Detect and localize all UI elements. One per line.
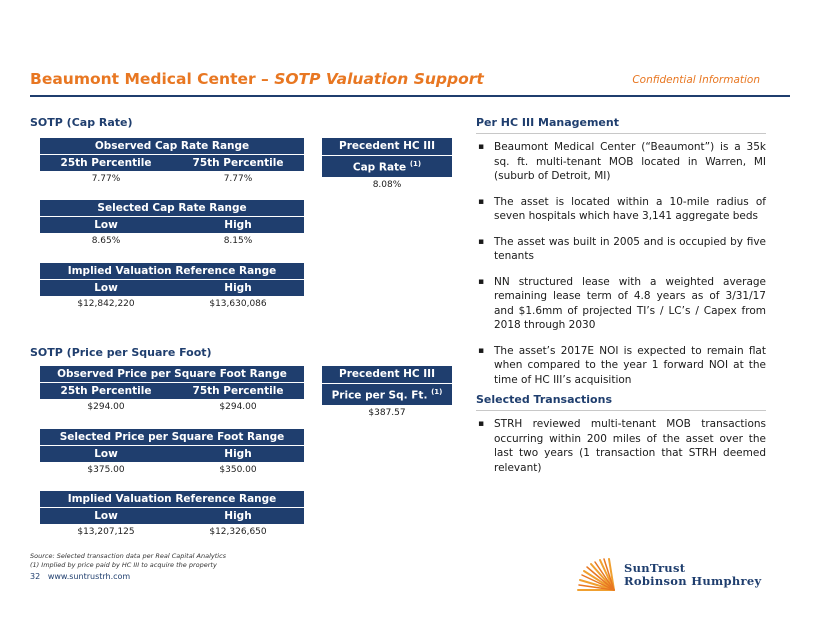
- observed-cap-25th: 7.77%: [91, 174, 121, 184]
- implied-psf-table: [40, 491, 304, 537]
- selected-cap-high: 8.15%: [223, 236, 253, 246]
- selected-psf-high: $350.00: [219, 465, 257, 475]
- precedent-cap-line2: Cap Rate: [352, 161, 407, 174]
- observed-psf-title: Observed Price per Square Foot Range: [40, 366, 304, 382]
- header-rule: [30, 95, 790, 97]
- observed-cap-75th: 7.77%: [223, 174, 253, 184]
- cap-rate-heading: SOTP (Cap Rate): [30, 116, 133, 129]
- col-low: Low: [94, 448, 118, 460]
- footnote-ref: (1): [409, 160, 422, 168]
- col-25th: 25th Percentile: [60, 157, 152, 169]
- implied-psf-low: $13,207,125: [77, 527, 135, 537]
- col-high: High: [224, 448, 252, 460]
- col-high: High: [224, 510, 252, 522]
- psf-heading: SOTP (Price per Square Foot): [30, 346, 212, 359]
- implied-cap-table: [40, 263, 304, 309]
- transactions-bullet-list: [476, 417, 766, 475]
- precedent-cap-line1: Precedent HC III: [322, 138, 452, 156]
- logo-text: [624, 562, 761, 588]
- list-item: ▪ STRH reviewed multi-tenant MOB transactions occurring within 200 miles of the asset over the last two years (1 transaction that STRH deemed relevant): [476, 417, 766, 475]
- mgmt-bullet-list: [476, 140, 766, 387]
- col-low: Low: [94, 219, 118, 231]
- divider: [476, 133, 766, 134]
- page-title: Beaumont Medical Center – SOTP Valuation Support: [30, 70, 484, 88]
- observed-cap-title: Observed Cap Rate Range: [40, 138, 304, 154]
- col-75th: 75th Percentile: [192, 385, 284, 397]
- observed-cap-table: [40, 138, 304, 184]
- right-column: [476, 116, 766, 486]
- precedent-cap-value: 8.08%: [372, 179, 402, 190]
- logo-line-1: SunTrust: [624, 561, 686, 575]
- transactions-heading: Selected Transactions: [476, 393, 612, 406]
- observed-psf-25th: $294.00: [87, 402, 125, 412]
- implied-cap-title: Implied Valuation Reference Range: [40, 263, 304, 279]
- implied-cap-low: $12,842,220: [77, 299, 135, 309]
- col-low: Low: [94, 510, 118, 522]
- precedent-psf-line1: Precedent HC III: [322, 366, 452, 384]
- implied-psf-title: Implied Valuation Reference Range: [40, 491, 304, 507]
- footnotes: [30, 552, 226, 570]
- col-low: Low: [94, 282, 118, 294]
- col-high: High: [224, 219, 252, 231]
- page-number: 32: [30, 572, 41, 581]
- list-item: ▪ The asset is located within a 10-mile radius of seven hospitals which have 3,141 aggregate beds: [476, 195, 766, 224]
- selected-psf-table: [40, 429, 304, 475]
- precedent-psf-box: [322, 366, 452, 418]
- selected-cap-title: Selected Cap Rate Range: [40, 200, 304, 216]
- confidential-label: Confidential Information: [632, 74, 760, 86]
- col-75th: 75th Percentile: [192, 157, 284, 169]
- selected-cap-low: 8.65%: [91, 236, 121, 246]
- selected-cap-table: [40, 200, 304, 246]
- implied-psf-high: $12,326,650: [209, 527, 267, 537]
- divider: [476, 410, 766, 411]
- list-item: ▪ NN structured lease with a weighted average remaining lease term of 4.8 years as of 3/31/17 and $1.6mm of projected TI’s / LC’s / Capex from 2018 through 2030: [476, 275, 766, 333]
- observed-psf-75th: $294.00: [219, 402, 257, 412]
- list-item: ▪ Beaumont Medical Center (“Beaumont”) is a 35k sq. ft. multi-tenant MOB located in Warren, MI (suburb of Detroit, MI): [476, 140, 766, 184]
- precedent-cap-box: [322, 138, 452, 190]
- observed-psf-table: [40, 366, 304, 412]
- list-item: ▪ The asset was built in 2005 and is occupied by five tenants: [476, 235, 766, 264]
- selected-psf-low: $375.00: [87, 465, 125, 475]
- sunburst-icon: [574, 558, 622, 594]
- selected-psf-title: Selected Price per Square Foot Range: [40, 429, 304, 445]
- website-link[interactable]: www.suntrustrh.com: [47, 572, 131, 581]
- precedent-psf-line2: Price per Sq. Ft.: [331, 389, 428, 402]
- list-item: ▪ The asset’s 2017E NOI is expected to remain flat when compared to the year 1 forward NOI at the time of HC III’s acquisition: [476, 344, 766, 388]
- logo-line-2: Robinson Humphrey: [624, 574, 762, 588]
- col-high: High: [224, 282, 252, 294]
- col-25th: 25th Percentile: [60, 385, 152, 397]
- footnote-ref: (1): [431, 388, 443, 396]
- footnote-1: (1) Implied by price paid by HC III to acquire the property: [30, 561, 217, 569]
- precedent-psf-value: $387.57: [368, 407, 406, 418]
- source-note: Source: Selected transaction data per Real Capital Analytics: [30, 552, 227, 560]
- implied-cap-high: $13,630,086: [209, 299, 267, 309]
- company-logo: [574, 558, 774, 594]
- mgmt-heading: Per HC III Management: [476, 116, 619, 129]
- page-footer: [30, 572, 130, 581]
